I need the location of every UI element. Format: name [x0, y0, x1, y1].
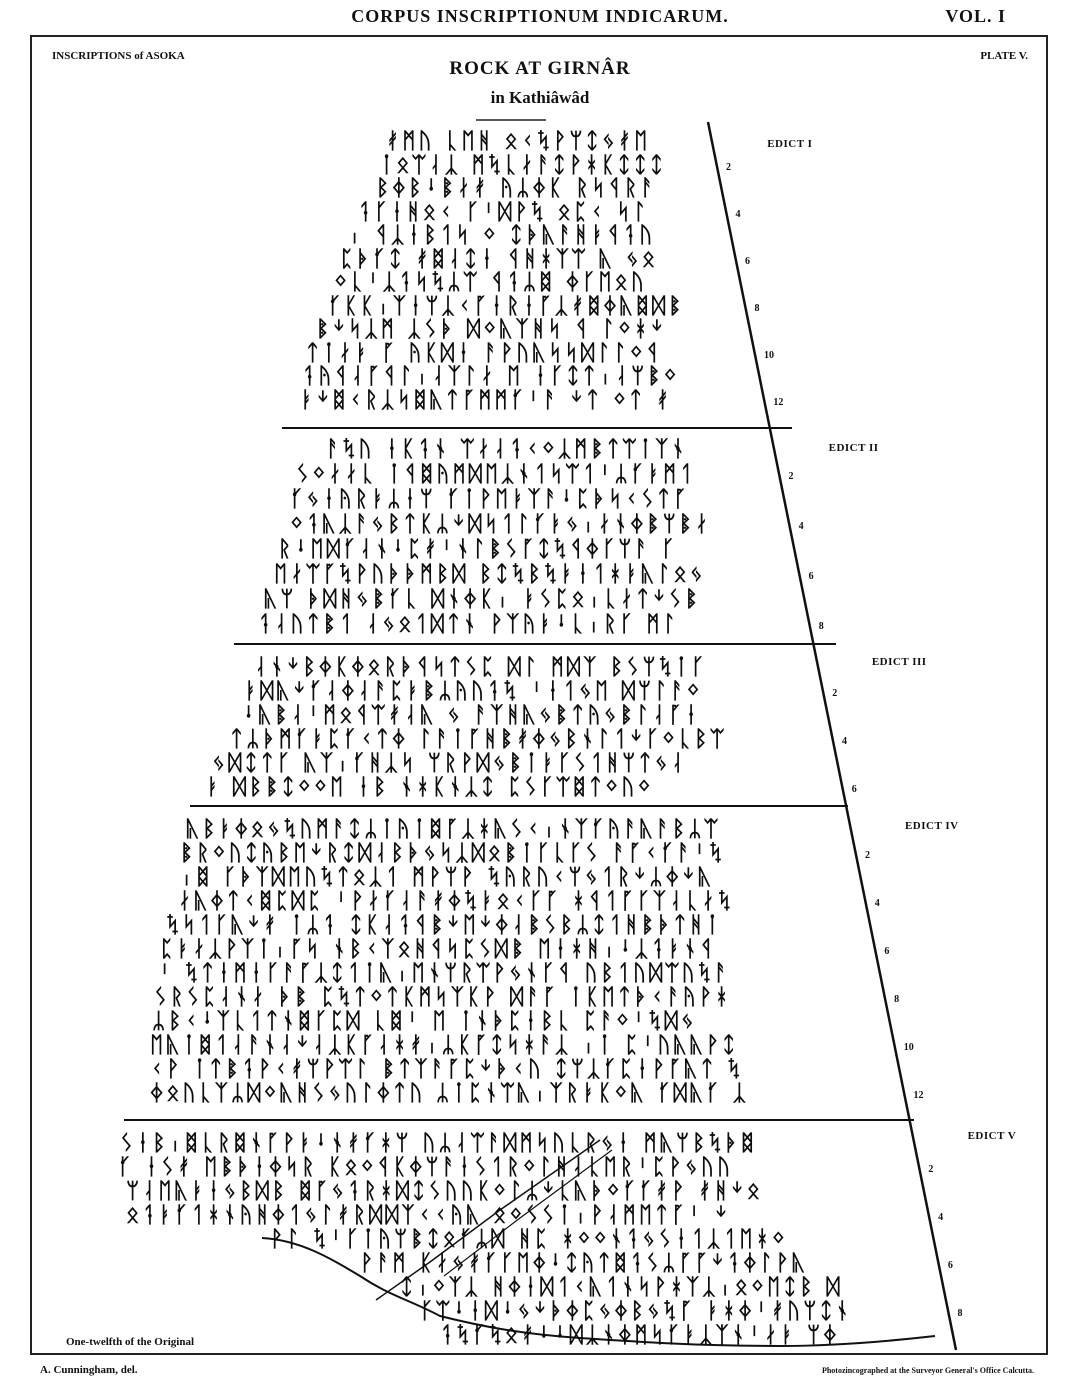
inscription-line: ᚶ ᛂᛊᚯ ᛖᛔᚧᛂᛄᛋᚱ ᛕᛟᛜᛩᛕᛄᛘᚨᛂᛊᛐᚱᛜᛚᚻᛆᚳᛖᚱᛌᛈᚹᛃᚢᚢ — [118, 1156, 734, 1180]
inscription-line: ᛊᚱᛊᛈᛆᛀᛅ ᚧᛔ ᛈᛪᛏᛜᛏᛕᛗᛋᛉᛕᚹ ᛞᚨᚵ ᛙᛕᛖᛏᚧᚲᚨᚤᚹᚼ — [154, 986, 732, 1010]
inscription-line: ᛙᛟᛠᛆᛣ ᛗᛪᚳᛅᚨᛨᚹᚼᛕᛨᛨᛨ — [380, 153, 667, 178]
inscription-line: ᛖᚣᛙᛥᛐᛆᚨᛀᛆᛎᛆᛣᛕᚵᛆᚼᚯᛧᛦᛕᚵᛨᛋᚼᚨᛣ ᛧᛙ ᛈᛌᚢᚣᚣᚹᛨ — [150, 1034, 739, 1058]
edict-label: EDICT III — [871, 656, 927, 668]
inscription-line: ᛄᛟᚢᚳᛉᛦᛞᛜᚣᚻᛊᛃᚢᛚᛄᛏᚢ ᛦᛙᛈᛀᛠᚣᛧᛉᚱᛓᛕᛜᚣ ᚶᛞᚣᚶ ᛣ — [150, 1082, 749, 1106]
inscription-line: ᚴᛠᛍᛂᛞᛍᛃᛎᚧᛄᛈᛃᛄᛒᛃᛪᚵ ᛓᚼᛄᛌᚯᚢᛘᛨᛀ — [420, 1300, 852, 1324]
inscription-line: ᛅᚣᛄᛏᚲᛥᛈᛞᛈ ᛌᚹᛅᚶᛆᚨᚯᛄᛪᛓᛟᚲᚴᚵ ᚼᛩᛐᚵᚴᛉᛆᚳᛅᛪ — [178, 890, 734, 914]
inscription-line: ᛑᚴᛂᚻᛟᚲ ᚴᛌᛞᚹᛪ ᛟᛈᚲ ᛋᛚ — [358, 200, 650, 225]
inscription-line: ᚶᛃᛂᚤᚱᛓᛦᛂᛘ ᚶᛙᚹᛖᛓᛉᚨᛍᛈᚧᛋᚲᛊᛏᚵ — [290, 488, 690, 512]
line-number: 4 — [842, 736, 847, 747]
line-number: 6 — [808, 571, 814, 582]
plate-subtitle: in Kathiâwâd — [490, 88, 590, 107]
edict-label: EDICT I — [767, 138, 813, 150]
line-number: 2 — [865, 850, 871, 861]
inscription-line: ᚯᛗᚢ ᚳᛖᚻ ᛟᚲᛪᚹᛘᛨᛃᚯᛖ — [386, 130, 651, 154]
line-number: 12 — [773, 396, 784, 408]
line-number: 8 — [754, 302, 760, 314]
inscription-line: ᚲᚹ ᛙᛏᛔᛑᚹᚲᚯᛘᚹᛠᛚ ᛔᛏᛉᚨᚵᛈᛎᚧᚲᚢ ᛨᛘᛣᚶᛈᛂᚹᚵᚣᛏ ᛪ — [150, 1058, 744, 1082]
line-number: 8 — [894, 994, 900, 1005]
inscription-line: ᛏᛙᛅᛓ ᚵ ᚤᛕᛞᛂ ᚨᚹᚢᚣᛋᛋᛞᛚᛚᛜᛩ — [306, 341, 662, 366]
line-number: 2 — [725, 161, 731, 173]
inscription-line: ᛊᛜᛅᛅᚳ ᛙᛩᛥᚤᛗᛞᛖᛣᛀᛐᛋᛠᛐᛌᛦᚶᛓᛗᛐ — [296, 463, 696, 487]
inscription-line: ᛊᛂᛒᛧᛥᚳᚱᛥᛀᚵᚹᛓᛍᛀᚯᚶᚼᛘ ᚢᛦᛆᛠᚨᛞᛗᛋᚢᚳᚱᛃᛂ ᛗᚣᛘᛒᛪᚧᛥ — [120, 1132, 757, 1156]
inscription-line: ᚹᚨᛗ ᛕᛅᛃᚯᚶᚴᛖᛄᛍᛨᚤᛏᛥᛑᛊᛦᚵᚵᛎᛑᛄᛚᚹᚣ — [360, 1252, 809, 1276]
inscription-line: ᛑᚤᛩᛆᚵᛩᛚᛧᛆᛉᛚᛅ ᛖ ᛂᚴᛨᛏᛧᛆᛘᛔᛜ — [302, 365, 680, 389]
line-number: 10 — [763, 349, 774, 361]
edict-label: EDICT IV — [904, 820, 959, 832]
line-number: 6 — [884, 946, 890, 957]
inscription-line: ᚹᛚ ᛪᛌᚴᛙᚤᛘᛔᛨᛟᚶᛦᛞ ᚻᛈ ᚼᛜᛜᛀᛑᛃᛊᛂᛐᛣᛐᛖᚼᛜ — [270, 1228, 788, 1252]
journal-title: CORPUS INSCRIPTIONUM INDICARUM. — [351, 6, 729, 26]
line-number: 2 — [832, 688, 838, 699]
line-number: 6 — [744, 255, 750, 267]
inscription-line: ᛒᛄᛒᛍᛔᛅᚯ ᚤᛦᛄᛕ ᚱᛋᛩᚱᚨ — [376, 177, 657, 201]
inscription-line: ᛓᛞᚣᛎᚶᛆᛄᛆᚨᛈᛓᛔᛦᚤᚢᛑᛪ ᛌᛂᛐᛃᛖ ᛞᛘᛚᚨᛜ — [244, 680, 703, 704]
inscription-line: ᚱᛍᛖᛞᚶᛆᛀᛍᛈᚯᛌᛀᛚᛔᛊᚵᛨᛪᛩᛄᚴᛘᚨ ᚴ — [278, 538, 678, 562]
inscription-line: ᛏᛦᚧᛗᚶᛓᛈᚶᚲᛏᛄ ᛚᚨᛙᚵᚻᛔᚯᛄᛃᛒᛀᛚᛐᛎᚴᛜᚳᛒᛠ — [230, 728, 727, 752]
inscription-line: ᛈᚧᚶᛨ ᚯᛥᛆᛨᛂ ᛩᚻᚼᛉᛠ ᚣ ᛃᛟ — [340, 247, 659, 272]
scale-note: One-twelfth of the Original — [66, 1336, 195, 1348]
inscription-line: ᛔᚱᛜᚢᛨᚤᛒᛖᛎᚱᛨᛞᛆᛒᚧᛃᛋᛣᛞᛟᛔᛙᚴᚳᚴᛊ ᚨᚵᚲᚶᚨᛌᛪ — [180, 842, 726, 866]
inscription-line: ᛜᛑᚣᛣᚨᛃᛒᛏᛕᛦᛎᛞᛋᛐᛚᚶᛓᛃᛧᛅᛀᛄᛔᛘᛔᛅ — [290, 513, 712, 537]
inscription-line: ᛘᛆᛖᚣᛓᛂᛃᛒᛞᛒ ᛥᚵᛃᛑᚱᚼᛞᛨᛊᚢᚢᛕᛜᛚᛦᛎᚳᚣᚧᛜᚶᚶᚯᚹ ᚯᚻᛎᛟ — [126, 1180, 763, 1204]
inscription-line: ᛔᛎᛋᛣᛗ ᛣᛊᚧ ᛞᛜᚣᛉᚻᛋ ᛩ ᛚᛜᚼᛎ — [316, 318, 667, 342]
volume-number: VOL. I — [945, 6, 1006, 26]
edict-label: EDICT II — [828, 442, 879, 454]
line-number: 2 — [928, 1164, 934, 1175]
inscription-line: ᛆᛀᛎᛒᛄᛕᛄᛟᚱᚧᛩᛋᛏᛊᛈ ᛞᛚ ᛗᛞᛉ ᛒᛊᛘᛪᛙᚴ — [254, 656, 708, 680]
edict-label: EDICT V — [967, 1130, 1017, 1142]
inscription-line: ᛦᛒᚲᛍᛉᚳᛐᛏᛀᛥᚴᛈᛞ ᚳᛥᛌ ᛖ ᛙᛀᚧᛈᛂᛒᚳ ᛈᚨᛜᛌᛪᛞᛃ — [152, 1010, 697, 1034]
line-number: 4 — [938, 1212, 944, 1223]
line-number: 4 — [874, 898, 880, 909]
inscription-line: ᚣᛘ ᚧᛞᚻᛃᛔᚶᚳ ᛞᛀᛄᛕᛧ ᛓᛊᛈᛟᛧᚳᛅᛏᛎᛊᛔ — [264, 588, 701, 612]
plate-title: ROCK AT GIRNÂR — [449, 58, 631, 79]
line-number: 8 — [818, 621, 824, 632]
line-number: 2 — [788, 471, 794, 482]
inscription-line: ᛌ ᛪᛏᛂᛗᛂᚴᚨᚵᛣᛨᛐᛙᚣᛧᛖᛀᛘᚱᛠᚹᛃᛀᚴᛩ ᚢᛒᛐᚢᛞᛠᚢᛪᚨ — [158, 962, 731, 986]
printer-credit: Photozincographed at the Surveyor General's Office Calcutta. — [821, 1366, 1034, 1375]
inscription-line: ᛧ ᛩᛣᛂᛒᛐᛋ ᛜ ᛨᚧᚣᚨᚻᛓᛩᛑᚢ — [348, 224, 656, 248]
inscription-line: ᛃᛞᛨᛏᚴ ᚣᛉᛧᚶᚻᛣᛋ ᛘᚱᚹᛞᛃᛔᛙᛓᚴᛊᛐᚻᛘᛏᛃᛆ — [212, 752, 687, 776]
line-number: 6 — [947, 1260, 953, 1271]
series-label: INSCRIPTIONS of ASOKA — [52, 50, 185, 62]
line-number: 12 — [913, 1090, 924, 1101]
line-number: 6 — [851, 784, 857, 795]
inscription-line: ᛨᛧᛜᛉᛣ ᚻᛄᛂᛞᛐᚲᚣᛐᛀᛋᚹᚼᛉᛣᛧᛟᛜᛖᛨᛒ ᛞ — [400, 1276, 843, 1300]
inscription-line: ᛈᛓᛅᛣᚹᛉᛙᛧᚵᛋ ᛀᛒᚲᛉᛟᚻᛩᛋᛈᛊᛞᛔ ᛖᛂᚼᚻᛧᛍᛣᛑᛓᛀᛩ — [160, 938, 716, 962]
line-number: 4 — [735, 208, 741, 220]
inscription-line: ᛧᛥ ᚴᚧᛉᛞᛖᚢᛪᛏᛟᛣᛐ ᛗᚹᛘᚹ ᛪᚤᚱᚢᚲᛘᛃᛐᚱᛎᛦᛄᛎᚣ — [180, 866, 715, 890]
inscription-line: ᛑᛪᚶᛪᛟᚯᛍᛍᛞᛣᛀᛄᛗᛋᚶᛓᛣᛉᛀᛌᛅᛓ ᛘᛄ — [440, 1324, 840, 1348]
inscription-line: ᛟᛑᛓᚶᛐᚼᛀᚤᚻᛄᛐᛃᛚᚯᚱᛞᛞᛉᚲᚲᚤᚣ ᛟᛜᛊᛊᛙᛧᚹᛆᛗᛖᛏᚵᛌ ᛎ — [126, 1204, 731, 1228]
plate-number: PLATE V. — [980, 50, 1028, 62]
inscription-line: ᚶᛕᛕᛧᛉᛂᛘᛣᚲᚵᛂᚱᛂᚵᛣᚯᛥᛄᚣᛥᛞᛔ — [328, 294, 685, 319]
inscription-line: ᚣᛒᛓᛄᛟᛃᛪᚢᛗᚨᛨᛦᛙᚤᛙᛥᚵᛣᚼᚣᛊᚲᛧᛀᛉᚶᚤᚨᚣᚨᛒᛦᛠ — [186, 818, 721, 842]
inscription-line: ᛓ ᛞᛒᛔᛨᛜᛜᛖ ᛂᛒ ᛀᚼᛕᛀᛣᛨ ᛈᛊᚴᛠᛥᛏᛜᚢᛜ — [206, 776, 654, 800]
inscription-line: ᛪᛋᛐᚴᚣᛎᚯ ᛙᛦᛑ ᛨᛕᛆᛑᛩᛔᛎᛖᛎᛄᛆᛔᛊᛒᛦᛨᛐᚻᛔᚧᛏᚻᛙ — [166, 914, 722, 938]
line-number: 4 — [798, 521, 804, 532]
line-number: 10 — [903, 1042, 914, 1053]
inscription-line: ᛜᚳᛌᛣᛑᛋᛪᛦᛠ ᛩᛑᛦᛥ ᛄᚴᛖᛟᚢ — [334, 271, 647, 295]
inscription-line: ᛍᚣᛔᛆᛌᛗᛟᛩᛠᚯᛆᚣ ᛃ ᚨᛉᚻᚣᛃᛔᛏᚤᛃᛔᛚᛆᚵᛂ — [242, 704, 701, 728]
line-number: 8 — [957, 1308, 963, 1319]
artist-credit: A. Cunningham, del. — [40, 1364, 138, 1376]
inscription-line: ᛑᛆᚢᛏᛔᛐ ᛆᛃᛟᛐᛞᛏᛀ ᚹᛉᚤᛓᛍᚳᛧᚱᚴ ᛗᛚ — [258, 613, 679, 637]
inscription-line: ᚨᛪᚢ ᛂᛕᛑᛀ ᛠᛅᛆᛑᚲᛜᛣᛗᛔᛏᛠᛙᛉᛀ — [326, 438, 688, 462]
inscription-line: ᛖᛅᛠᚵᛪᚹᚢᚧᚧᛗᛒᛞ ᛒᛨᛪᛒᛪᛓᛂᛐᚼᛓᚣᛚᛟᛃ — [274, 563, 706, 587]
inscription-line: ᛓᛎᛥᚲᚱᛣᛋᛥᚣᛏᚵᛗᛗᚶᛌᚨ ᛎᛏ ᛜᛏ ᚯ — [300, 388, 673, 413]
